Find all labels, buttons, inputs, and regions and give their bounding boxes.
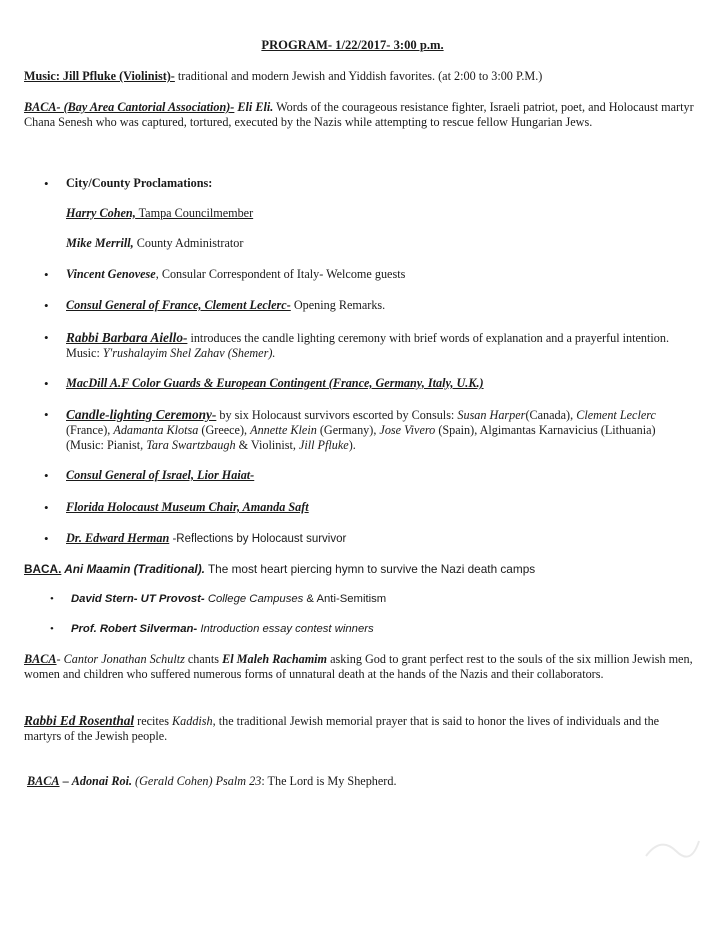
program-item-macdill: MacDill A.F Color Guards & European Contingent (France, Germany, Italy, U.K.)	[66, 376, 484, 390]
item-name: Florida Holocaust Museum Chair,	[66, 500, 241, 514]
paragraph-text: , the traditional Jewish memorial prayer that is said to honor the lives of individuals and the martyrs of the Jewish people.	[24, 714, 660, 743]
bullet-icon: •	[50, 593, 54, 605]
proclamations-heading: City/County Proclamations:	[66, 176, 213, 190]
item-text: College Campuses	[204, 593, 304, 605]
eli-eli-title: Eli Eli.	[234, 100, 274, 114]
item-text: by six Holocaust survivors escorted by Consuls:	[216, 408, 458, 422]
item-text: (Spain), Algimantas Karnavicius (Lithuania) (Music: Pianist,	[66, 423, 656, 452]
psalm-text: : The Lord is My Shepherd.	[261, 774, 397, 788]
kaddish-title: Kaddish	[172, 714, 213, 728]
program-item-aiello	[66, 330, 691, 361]
musician-name: Jill Pfluke	[298, 438, 349, 452]
composer-text: (Gerald Cohen) Psalm 23	[132, 774, 262, 788]
item-text: -Reflections by Holocaust survivor	[169, 533, 347, 545]
sub-item-stern	[71, 592, 386, 607]
item-text: Opening Remarks.	[290, 298, 386, 312]
program-item-candle-lighting	[66, 407, 691, 453]
bullet-icon: •	[44, 376, 49, 391]
scan-smudge-mark	[641, 826, 701, 866]
dash: –	[59, 774, 72, 788]
baca-label: BACA.	[24, 562, 62, 576]
consul-name: Jose Vivero	[379, 423, 436, 437]
program-item-israel: Consul General of Israel, Lior Haiat-	[66, 468, 255, 482]
bullet-icon: •	[44, 500, 49, 515]
item-text: & Anti-Semitism	[303, 593, 387, 605]
item-text: ).	[348, 438, 356, 452]
ani-maamin-title: Ani Maamin (Traditional).	[61, 562, 205, 576]
program-item-museum	[66, 500, 691, 515]
rosenthal-paragraph	[24, 713, 696, 744]
bullet-icon: •	[44, 176, 49, 191]
bullet-icon: •	[50, 623, 54, 635]
item-text: & Violinist,	[235, 438, 299, 452]
bullet-icon: •	[44, 298, 49, 313]
cantor-name: - Cantor Jonathan Schultz	[56, 652, 185, 666]
baca-el-maleh-paragraph	[24, 652, 696, 682]
item-text: (Greece),	[198, 423, 251, 437]
paragraph-text: chants	[184, 652, 223, 666]
program-item-genovese	[66, 267, 691, 282]
consul-name: Susan Harper	[457, 408, 526, 422]
consul-name: Clement Leclerc	[576, 408, 656, 422]
bullet-icon: •	[44, 330, 49, 345]
bullet-icon: •	[44, 407, 49, 422]
consul-name: Adamanta Klotsa	[113, 423, 199, 437]
proclamation-name: Harry Cohen,	[66, 206, 136, 220]
musician-name: Tara Swartzbaugh	[146, 438, 236, 452]
music-line	[24, 69, 696, 84]
program-title: PROGRAM- 1/22/2017- 3:00 p.m.	[261, 38, 444, 52]
baca-label: BACA	[24, 652, 57, 666]
proclamation-role: Tampa Councilmember	[135, 206, 254, 220]
music-text: traditional and modern Jewish and Yiddish favorites. (at 2:00 to 3:00 P.M.)	[174, 69, 543, 83]
paragraph-text: recites	[134, 714, 173, 728]
program-item-herman	[66, 531, 691, 547]
bullet-icon: •	[44, 267, 49, 282]
consul-name: Annette Klein	[250, 423, 317, 437]
baca-label: BACA- (Bay Area Cantorial Association)-	[24, 100, 235, 114]
item-name: Prof. Robert Silverman-	[71, 623, 198, 635]
baca-adonai-roi-line	[27, 774, 687, 789]
bullet-icon: •	[44, 468, 49, 483]
item-music: Y'rushalayim Shel Zahav (Shemer).	[102, 346, 276, 360]
item-text: introduces the candle lighting ceremony with brief words of explanation and a prayerful intention. Music:	[66, 331, 670, 360]
baca-eli-eli-paragraph	[24, 100, 696, 130]
proclamation-entry	[66, 206, 691, 221]
item-name: Amanda Saft	[240, 500, 309, 514]
baca-ani-maamin-line	[24, 562, 696, 577]
bullet-icon: •	[44, 531, 49, 546]
item-text: Introduction essay contest winners	[197, 623, 374, 635]
item-name: Rabbi Barbara Aiello-	[66, 330, 188, 345]
item-name: Dr. Edward Herman	[66, 531, 170, 545]
item-text: (France),	[66, 423, 114, 437]
rabbi-name: Rabbi Ed Rosenthal	[24, 713, 135, 728]
ani-maamin-text: The most heart piercing hymn to survive the Nazi death camps	[204, 562, 536, 576]
item-text: , Consular Correspondent of Italy- Welcome guests	[155, 267, 406, 281]
item-name: Vincent Genovese	[66, 267, 156, 281]
item-text: (Canada),	[525, 408, 577, 422]
proclamation-role: County Administrator	[133, 236, 244, 250]
proclamation-name: Mike Merrill,	[66, 236, 134, 250]
program-item-france	[66, 298, 691, 313]
item-name: David Stern- UT Provost-	[71, 593, 205, 605]
el-maleh-title: El Maleh Rachamim	[222, 652, 328, 666]
item-text: (Germany),	[316, 423, 380, 437]
paragraph-text: asking God to grant perfect rest to the souls of the six million Jewish men, women and children who suffered numerous forms of unnatural death at the hands of the Nazis and their collaborators.	[24, 652, 693, 681]
adonai-roi-title: Adonai Roi.	[71, 774, 132, 788]
sub-item-silverman	[71, 622, 374, 637]
baca-label: BACA	[27, 774, 60, 788]
proclamation-entry	[66, 236, 691, 251]
item-name: Candle-lighting Ceremony-	[66, 407, 217, 422]
music-label: Music: Jill Pfluke (Violinist)-	[24, 69, 175, 83]
eli-eli-text: Words of the courageous resistance fighter, Israeli patriot, poet, and Holocaust martyr Chana Senesh who was captured, tortured, executed by the Nazis while attempting to rescue fellow Hungarian Jews.	[24, 100, 694, 129]
item-name: Consul General of France, Clement Leclerc-	[66, 298, 291, 312]
